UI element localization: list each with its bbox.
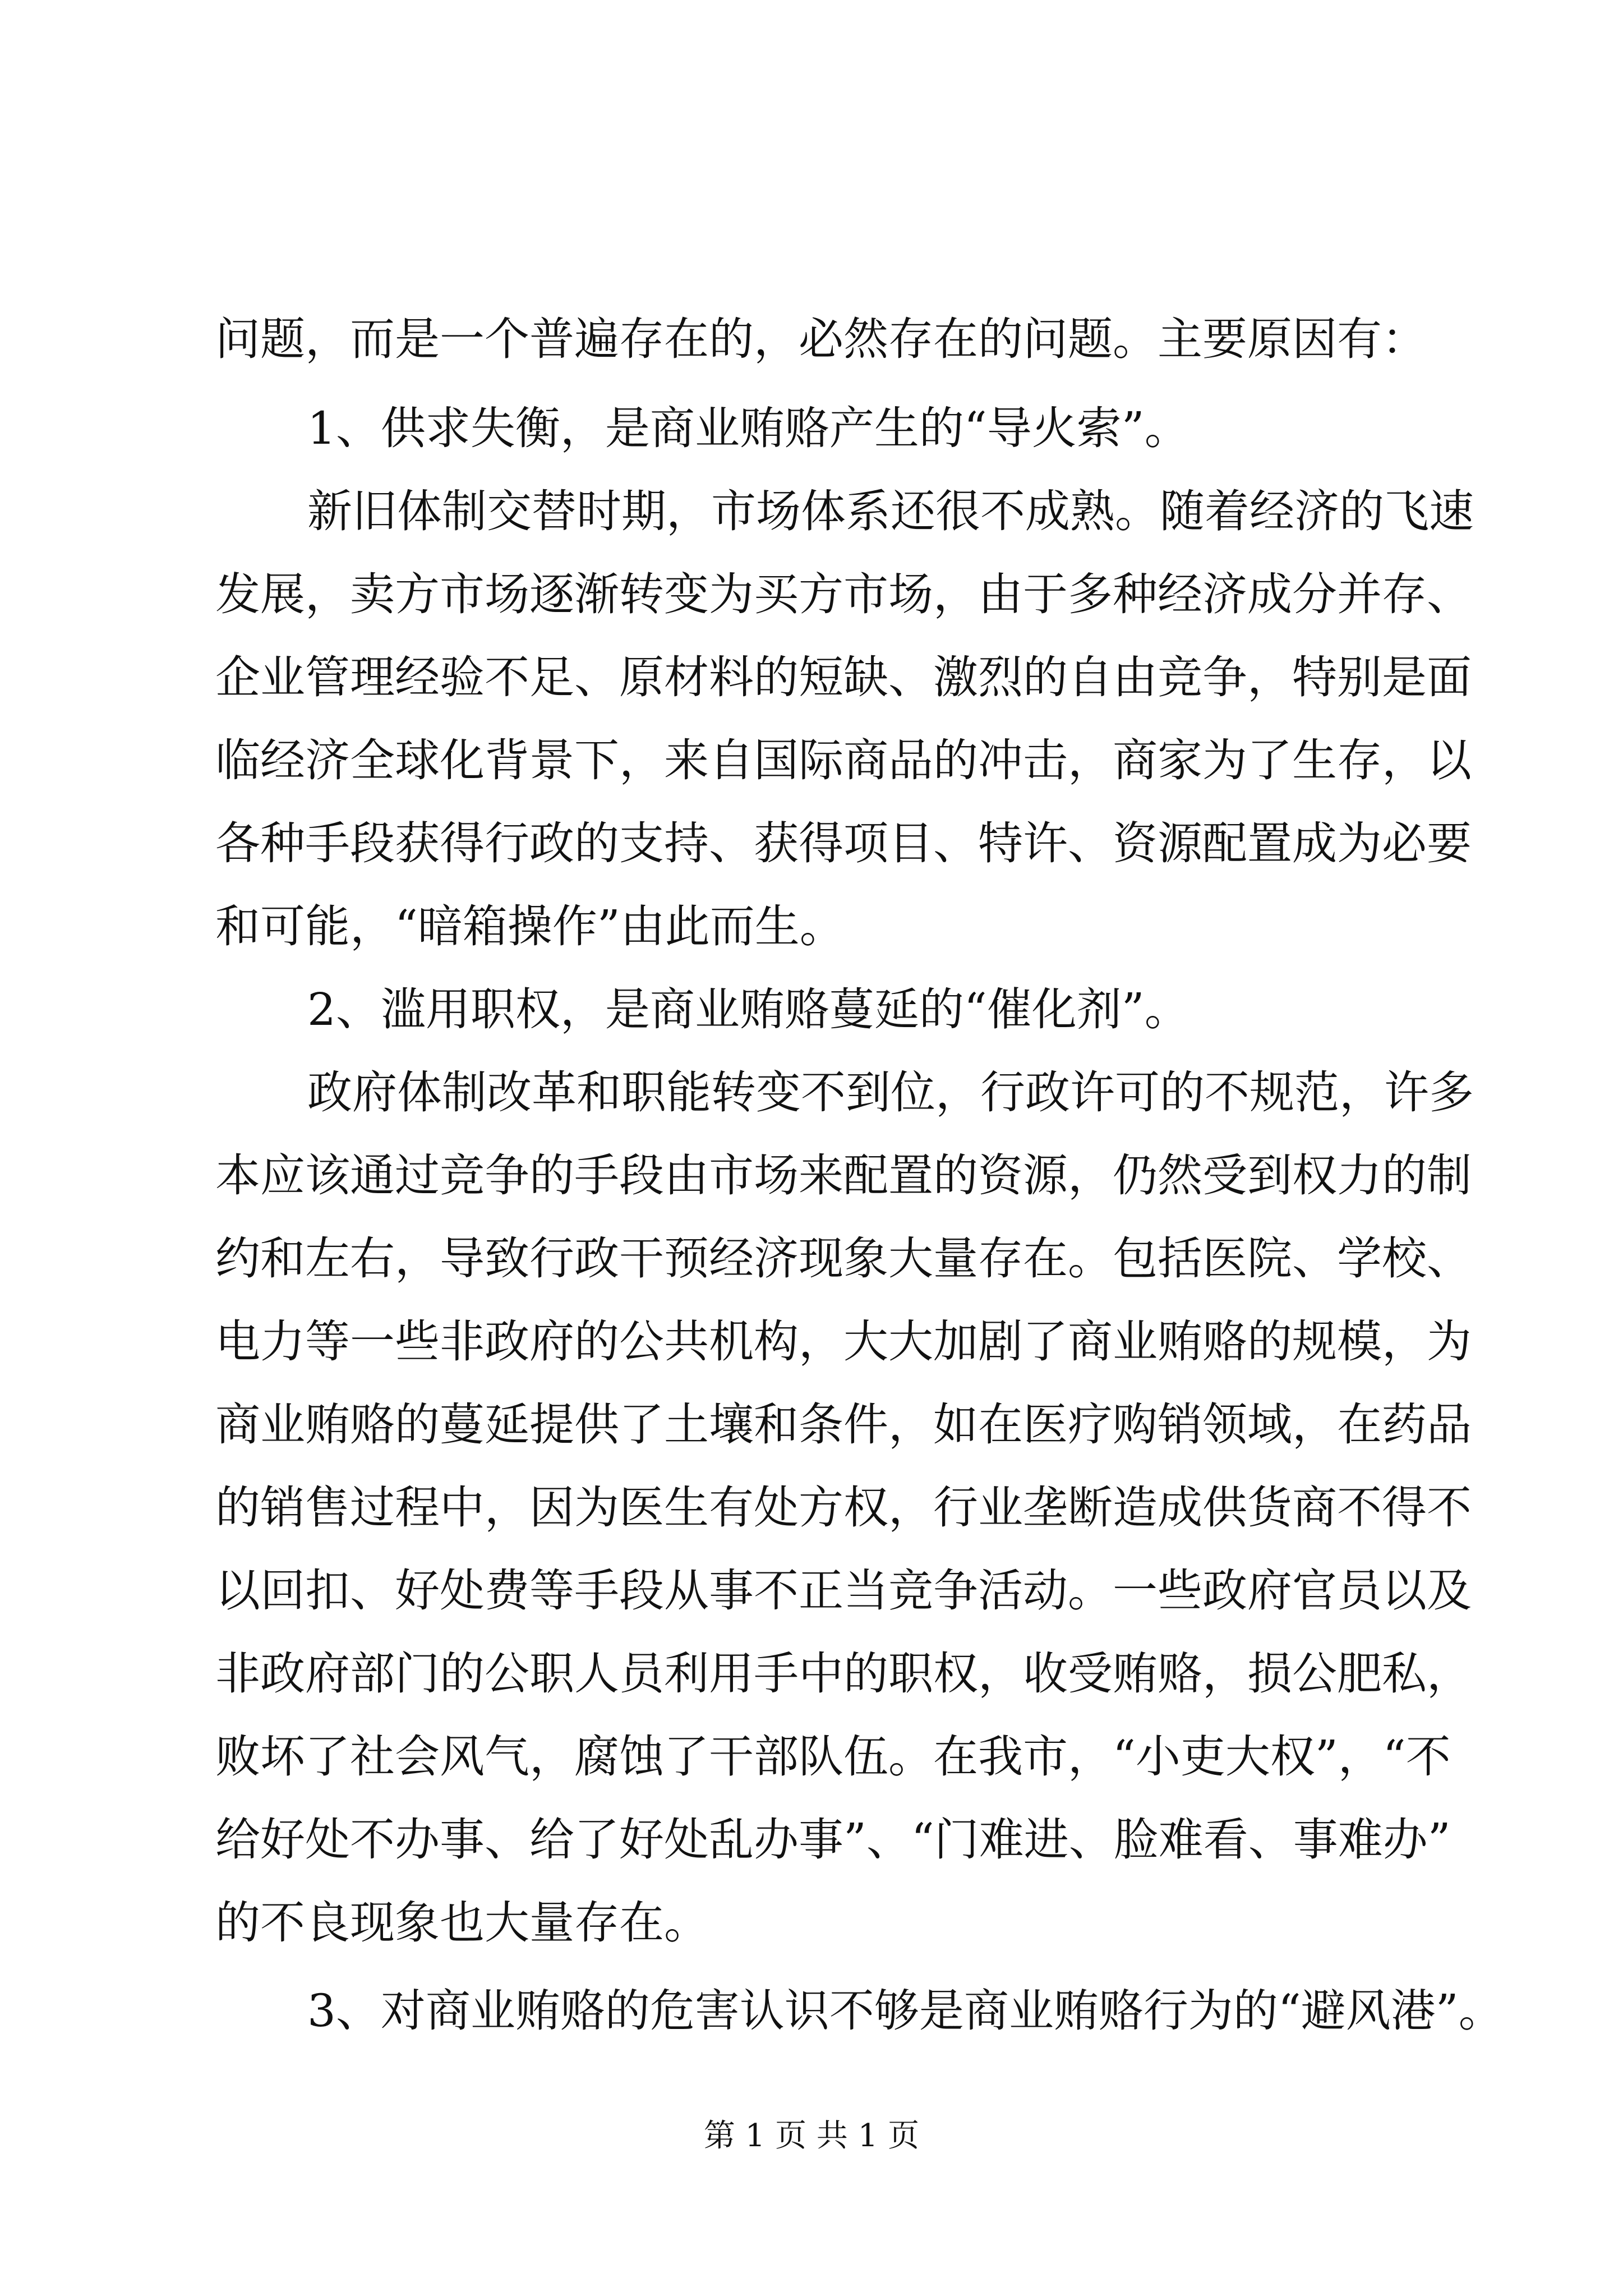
paragraph-line: 发展，卖方市场逐渐转变为买方市场，由于多种经济成分并存、 bbox=[215, 568, 1472, 620]
paragraph-line: 新旧体制交替时期，市场体系还很不成熟。随着经济的飞速 bbox=[307, 485, 1474, 537]
paragraph-line: 政府体制改革和职能转变不到位，行政许可的不规范，许多 bbox=[307, 1066, 1474, 1119]
paragraph-line: 商业贿赂的蔓延提供了土壤和条件，如在医疗购销领域，在药品 bbox=[215, 1398, 1472, 1451]
paragraph-line: 和可能，“暗箱操作”由此而生。 bbox=[215, 900, 845, 953]
paragraph-line: 非政府部门的公职人员利用手中的职权，收受贿赂，损公肥私， bbox=[215, 1648, 1472, 1700]
paragraph-line: 的不良现象也大量存在。 bbox=[215, 1897, 709, 1949]
paragraph-line: 约和左右，导致行政干预经济现象大量存在。包括医院、学校、 bbox=[215, 1232, 1472, 1285]
paragraph-line: 问题，而是一个普遍存在的，必然存在的问题。主要原因有： bbox=[215, 313, 1427, 365]
list-item-1: 1、供求失衡，是商业贿赂产生的“导火索”。 bbox=[307, 402, 1189, 454]
list-item-3: 3、对商业贿赂的危害认识不够是商业贿赂行为的“避风港”。 bbox=[307, 1985, 1504, 2037]
paragraph-line: 以回扣、好处费等手段从事不正当竞争活动。一些政府官员以及 bbox=[215, 1565, 1472, 1617]
paragraph-line: 的销售过程中，因为医生有处方权，行业垄断造成供货商不得不 bbox=[215, 1481, 1472, 1534]
list-item-2: 2、滥用职权，是商业贿赂蔓延的“催化剂”。 bbox=[307, 983, 1189, 1036]
paragraph-line: 各种手段获得行政的支持、获得项目、特许、资源配置成为必要 bbox=[215, 817, 1472, 869]
paragraph-line: 本应该通过竞争的手段由市场来配置的资源，仍然受到权力的制 bbox=[215, 1149, 1472, 1202]
paragraph-line: 临经济全球化背景下，来自国际商品的冲击，商家为了生存，以 bbox=[215, 734, 1472, 786]
paragraph-line: 败坏了社会风气，腐蚀了干部队伍。在我市，“小吏大权”，“不 bbox=[215, 1731, 1451, 1783]
paragraph-line: 电力等一些非政府的公共机构，大大加剧了商业贿赂的规模，为 bbox=[215, 1315, 1472, 1368]
paragraph-line: 企业管理经验不足、原材料的短缺、激烈的自由竞争，特别是面 bbox=[215, 651, 1472, 703]
page-footer: 第 1 页 共 1 页 bbox=[703, 2118, 920, 2154]
paragraph-line: 给好处不办事、给了好处乱办事”、“门难进、脸难看、事难办” bbox=[215, 1814, 1451, 1866]
